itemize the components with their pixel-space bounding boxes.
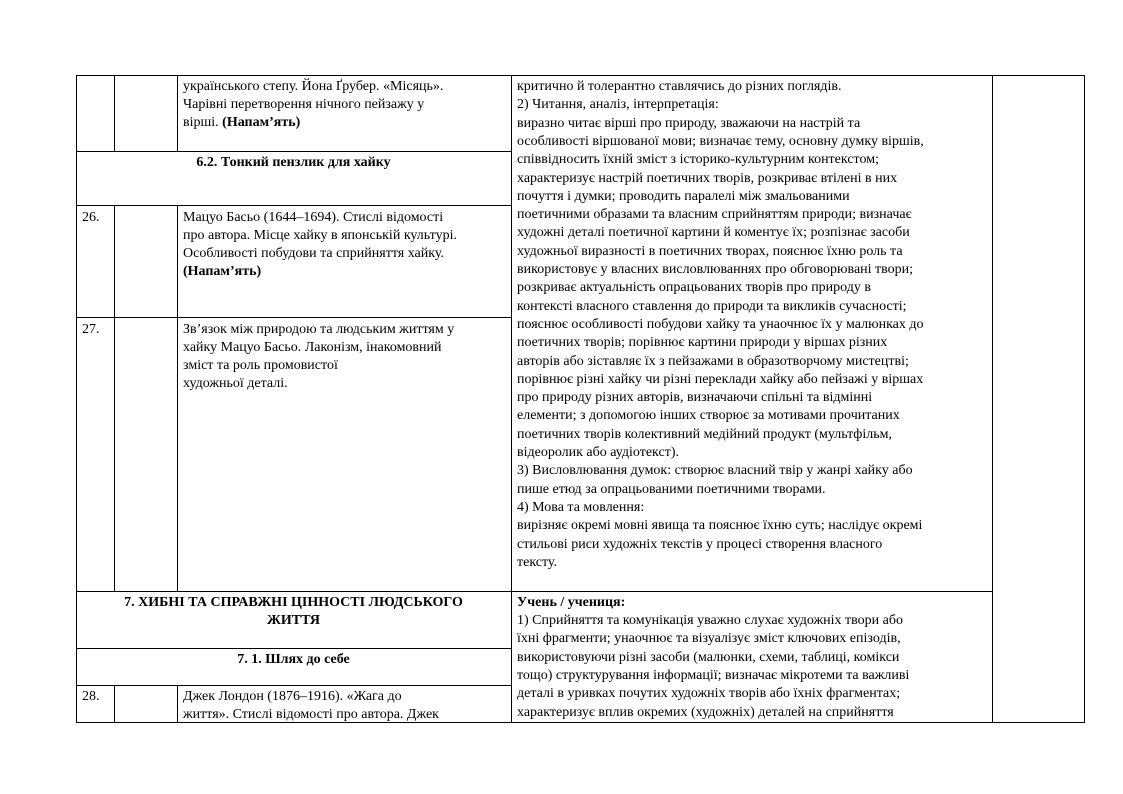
outcome-line: їхні фрагменти; унаочнює та візуалізує зміст ключових епізодів, [517, 631, 901, 647]
outcome-line: контексті власного ставлення до природи та викликів сучасності; [517, 298, 907, 314]
outcome-line: критично й толерантно ставлячись до різних поглядів. [517, 79, 842, 94]
topic-line: Чарівні перетворення нічного пейзажу у [183, 97, 425, 112]
outcome-line: використовує у власних висловлюваннях про обговорювані твори; [517, 262, 914, 277]
outcome-line: елементи; з допомогою інших створює за мотивами прочитаних [517, 408, 900, 424]
column-divider [177, 685, 178, 723]
outcome-line: використовуючи різні засоби (малюнки, схеми, таблиці, комікси [517, 649, 900, 665]
column-divider [511, 75, 512, 723]
outcome-line: поетичними образами та власним сприйняттям природи; визначає [517, 207, 912, 223]
outcome-line: тощо) структурування інформації; визначає мікротеми та важливі [517, 667, 910, 683]
column-divider [114, 685, 115, 723]
outcome-line: деталі в уривках почутих художніх творів або їхніх фрагментах; [517, 686, 901, 702]
row-divider [76, 685, 511, 686]
topic-line: Мацуо Басьо (1644–1694). Стислі відомості [183, 210, 444, 225]
row-divider [76, 591, 993, 592]
topic-line: художньої деталі. [183, 376, 288, 391]
section-heading: 7. ХИБНІ ТА СПРАВЖНІ ЦІННОСТІ ЛЮДСЬКОГО [124, 595, 463, 610]
row-divider [76, 151, 511, 152]
outcome-line: почуття і думки; проводить паралелі між змальованими [517, 188, 850, 204]
outcome-line: виразно читає вірші про природу, зважаючи на настрій та [517, 115, 861, 131]
outcome-line: особливості віршованої мови; визначає тему, основну думку віршів, [517, 133, 924, 149]
row-divider [76, 648, 511, 649]
topic-line: життя». Стислі відомості про автора. Джек [183, 707, 439, 722]
outcome-line: поетичних творів; порівнює картини природи у віршах різних [517, 335, 888, 351]
topic-line: Зв’язок між природою та людським життям у [183, 322, 455, 337]
outcome-line: співвідносить їхній зміст з історико-культурним контекстом; [517, 152, 879, 168]
outcome-line: 3) Висловлювання думок: створює власний твір у жанрі хайку або [517, 463, 913, 479]
topic-line: вірші. (Напам’ять) [183, 115, 301, 130]
outcome-line: розкриває актуальність опрацьованих творів про природу в [517, 280, 872, 296]
table-border-right [1084, 75, 1085, 723]
outcome-line: 2) Читання, аналіз, інтерпретація: [517, 97, 719, 113]
column-divider [114, 205, 115, 592]
outcome-line: характеризує настрій поетичних творів, розкриває втілені в них [517, 170, 898, 186]
section-heading: ЖИТТЯ [267, 613, 320, 628]
outcome-line: тексту. [517, 554, 558, 570]
column-divider [177, 205, 178, 592]
outcome-line: вирізняє окремі мовні явища та пояснює їхню суть; наслідує окремі [517, 518, 923, 534]
topic-line: хайку Мацуо Басьо. Лаконізм, інакомовний [183, 340, 442, 355]
section-heading: 6.2. Тонкий пензлик для хайку [196, 155, 391, 170]
row-number: 27. [82, 322, 100, 337]
topic-line: зміст та роль промовистої [183, 358, 338, 373]
outcomes-heading: Учень / учениця: [517, 595, 626, 610]
table-border-left [76, 75, 77, 723]
row-number: 26. [82, 210, 100, 225]
subsection-heading: 7. 1. Шлях до себе [237, 652, 350, 667]
column-divider [992, 75, 993, 723]
row-divider [76, 205, 511, 206]
column-divider [177, 75, 178, 152]
outcome-line: характеризує вплив окремих (художніх) деталей на сприйняття [517, 704, 894, 720]
memorize-note: (Напам’ять) [222, 115, 301, 130]
outcome-line: відеоролик або аудіотекст). [517, 445, 679, 460]
outcome-line: пояснює особливості побудови хайку та унаочнює їх у малюнках до [517, 316, 924, 332]
outcome-line: авторів або зіставляє їх з пейзажами в образотворчому мистецтві; [517, 353, 909, 369]
column-divider [114, 75, 115, 152]
outcome-line: 4) Мова та мовлення: [517, 499, 645, 515]
outcome-line: про природу різних авторів, визначаючи спільні та відмінні [517, 390, 873, 406]
outcome-line: стильові риси художніх текстів у процесі створення власного [517, 536, 883, 552]
outcome-line: художні деталі поетичної картини й коментує їх; розпізнає засоби [517, 225, 910, 241]
outcome-line: поетичних творів колективний медійний продукт (мультфільм, [517, 426, 892, 442]
topic-line: про автора. Місце хайку в японській культурі. [183, 228, 457, 243]
memorize-note: (Напам’ять) [183, 264, 262, 279]
topic-line: Особливості побудови та сприйняття хайку. [183, 246, 444, 261]
topic-line: Джек Лондон (1876–1916). «Жага до [183, 689, 402, 704]
row-divider [76, 317, 511, 318]
outcome-line: художньої виразності в поетичних творах, пояснює їхню роль та [517, 243, 903, 259]
topic-line: українського степу. Йона Ґрубер. «Місяць». [183, 79, 444, 94]
outcome-line: пише етюд за опрацьованими поетичними творами. [517, 481, 826, 497]
row-number: 28. [82, 689, 100, 704]
table-border-top [76, 75, 1085, 76]
outcome-line: 1) Сприйняття та комунікація уважно слухає художніх твори або [517, 613, 904, 628]
outcome-line: порівнює різні хайку чи різні переклади хайку або пейзажі у віршах [517, 371, 924, 387]
